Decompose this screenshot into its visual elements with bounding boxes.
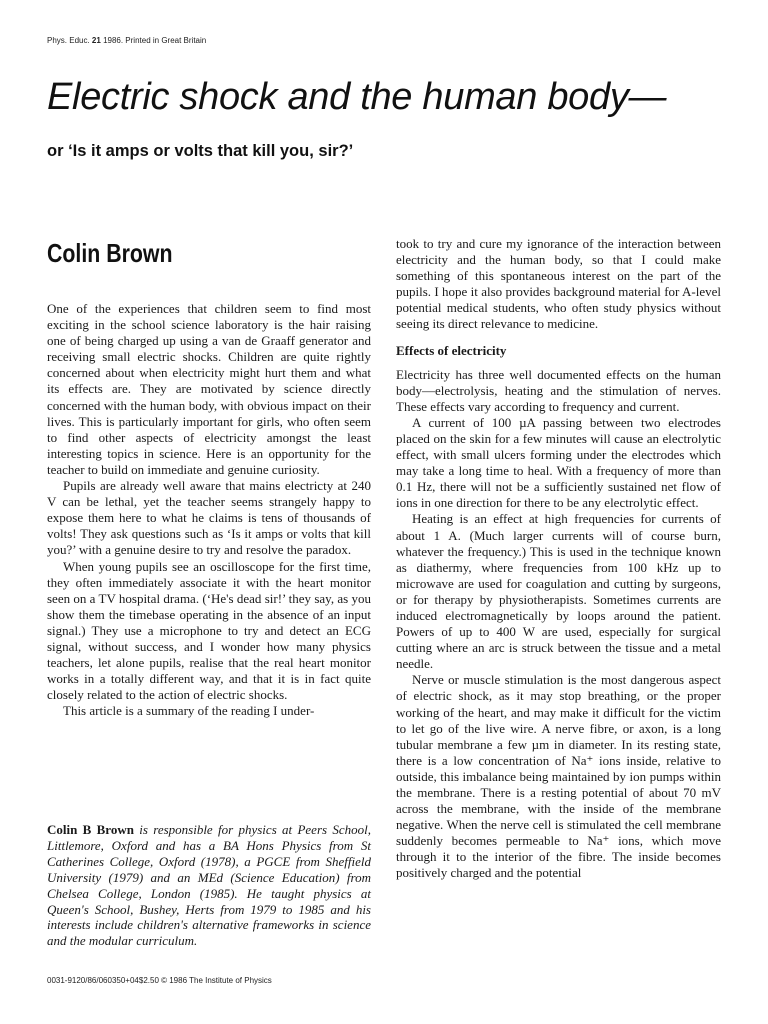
journal-header	[47, 36, 206, 45]
bio-name: Colin B Brown	[47, 822, 134, 837]
left-column	[47, 301, 371, 719]
copyright-footer: 0031-9120/86/060350+04$2.50 © 1986 The Institute of Physics	[47, 976, 272, 985]
paragraph: Heating is an effect at high frequencies for currents of about 1 A. (Much larger currents will of course burn, whatever the frequency.) This is used in the technique known as diathermy, where frequencies from 100 kHz up to microwave are used for coagulation and cutting by surgeons, or for therapy by physiotherapists. Sometimes currents are induced electromagnetically by loops around the patient. Powers of up to 400 W are used, especially for surgical cutting where an arc is struck between the tissue and a metal needle.	[396, 511, 721, 672]
paragraph: This article is a summary of the reading I under-	[63, 703, 315, 719]
journal-volume: 21	[91, 36, 101, 45]
article-title: Electric shock and the human body—	[47, 76, 667, 118]
paragraph: Electricity has three well documented effects on the human body—electrolysis, heating and the stimulation of nerves. These effects vary according to frequency and current.	[396, 366, 721, 414]
paragraph: One of the experiences that children seem to find most exciting in the school science laboratory is the hair raising one of being charged up using a van de Graaff generator and receiving small electric shocks. Children are quite rightly concerned about when electricity might hurt them and what its effects are. They are motivated by science directly concerned with the human body, with obvious impact on their lives. This is particularly important for girls, who often seem to find other aspects of electricity amongst the least interesting topics in science. Here is an opportunity for the teacher to build on immediate and genuine curiosity.	[47, 301, 371, 477]
article-author: Colin Brown	[47, 238, 173, 268]
article-subtitle: or ‘Is it amps or volts that kill you, sir?’	[47, 142, 354, 160]
bio-text: is responsible for physics at Peers School, Littlemore, Oxford and has a BA Hons Physics from St Catherines College, Oxford (1978), a PGCE from Sheffield University (1979) and an MEd (Science Education) from Chelsea College, London (1985). He taught physics at Queen's School, Bushey, Herts from 1979 to 1985 and his interests include children's alternative frameworks in science and the modular curriculum.	[47, 822, 372, 949]
journal-name: Phys. Educ.	[47, 36, 90, 45]
author-bio	[47, 822, 371, 949]
paragraph: took to try and cure my ignorance of the interaction between electricity and the human body, so that I could make something of this spontaneous interest on the part of the pupils. I hope it also provides background material for A-level potential medical students, who often study physics without seeing its direct relevance to medicine.	[396, 236, 721, 332]
section-heading: Effects of electricity	[396, 342, 507, 358]
right-column	[396, 236, 721, 882]
paragraph: Nerve or muscle stimulation is the most dangerous aspect of electric shock, as it may stop breathing, or the proper working of the heart, and may make it difficult for the victim to let go of the live wire. A nerve fibre, or axon, is a long tubular membrane a few µm in diameter. In its resting state, there is a low concentration of Na⁺ ions inside, relative to outside, this imbalance being maintained by ion pumps within the membrane. There is a resting potential of about 70 mV across the membrane, with the inside of the membrane negative. When the nerve cell is stimulated the cell membrane suddenly becomes permeable to Na⁺ ions, which move through it to the interior of the fibre. The inside becomes positively charged and the potential	[396, 672, 721, 881]
journal-year-info: 1986. Printed in Great Britain	[103, 36, 207, 45]
paragraph: A current of 100 µA passing between two electrodes placed on the skin for a few minutes will cause an electrolytic effect, with small ulcers forming under the electrodes which may take a long time to heal. With a frequency of more than 0.1 Hz, there will not be a sufficiently sustained net flow of ions in one direction for there to be any electrolytic effect.	[396, 414, 721, 511]
paragraph: Pupils are already well aware that mains electricty at 240 V can be lethal, yet the teacher seems strangely happy to expose them here to what he claims is tens of thousands of volts! They ask questions such as ‘Is it amps or volts that kill you?’ with a genuine desire to try and resolve the paradox.	[47, 478, 371, 558]
paragraph: When young pupils see an oscilloscope for the first time, they often immediately associate it with the heart monitor seen on a TV hospital drama. (‘He's dead sir!’ they say, as you show them the timebase operating in the absence of an input signal.) They use a microphone to try and detect an ECG signal, without success, and I wonder how many physics teachers, let alone pupils, realise that the real heart monitor works in a totally different way, and that it is in fact quite closely related to the action of electric shocks.	[47, 558, 371, 703]
